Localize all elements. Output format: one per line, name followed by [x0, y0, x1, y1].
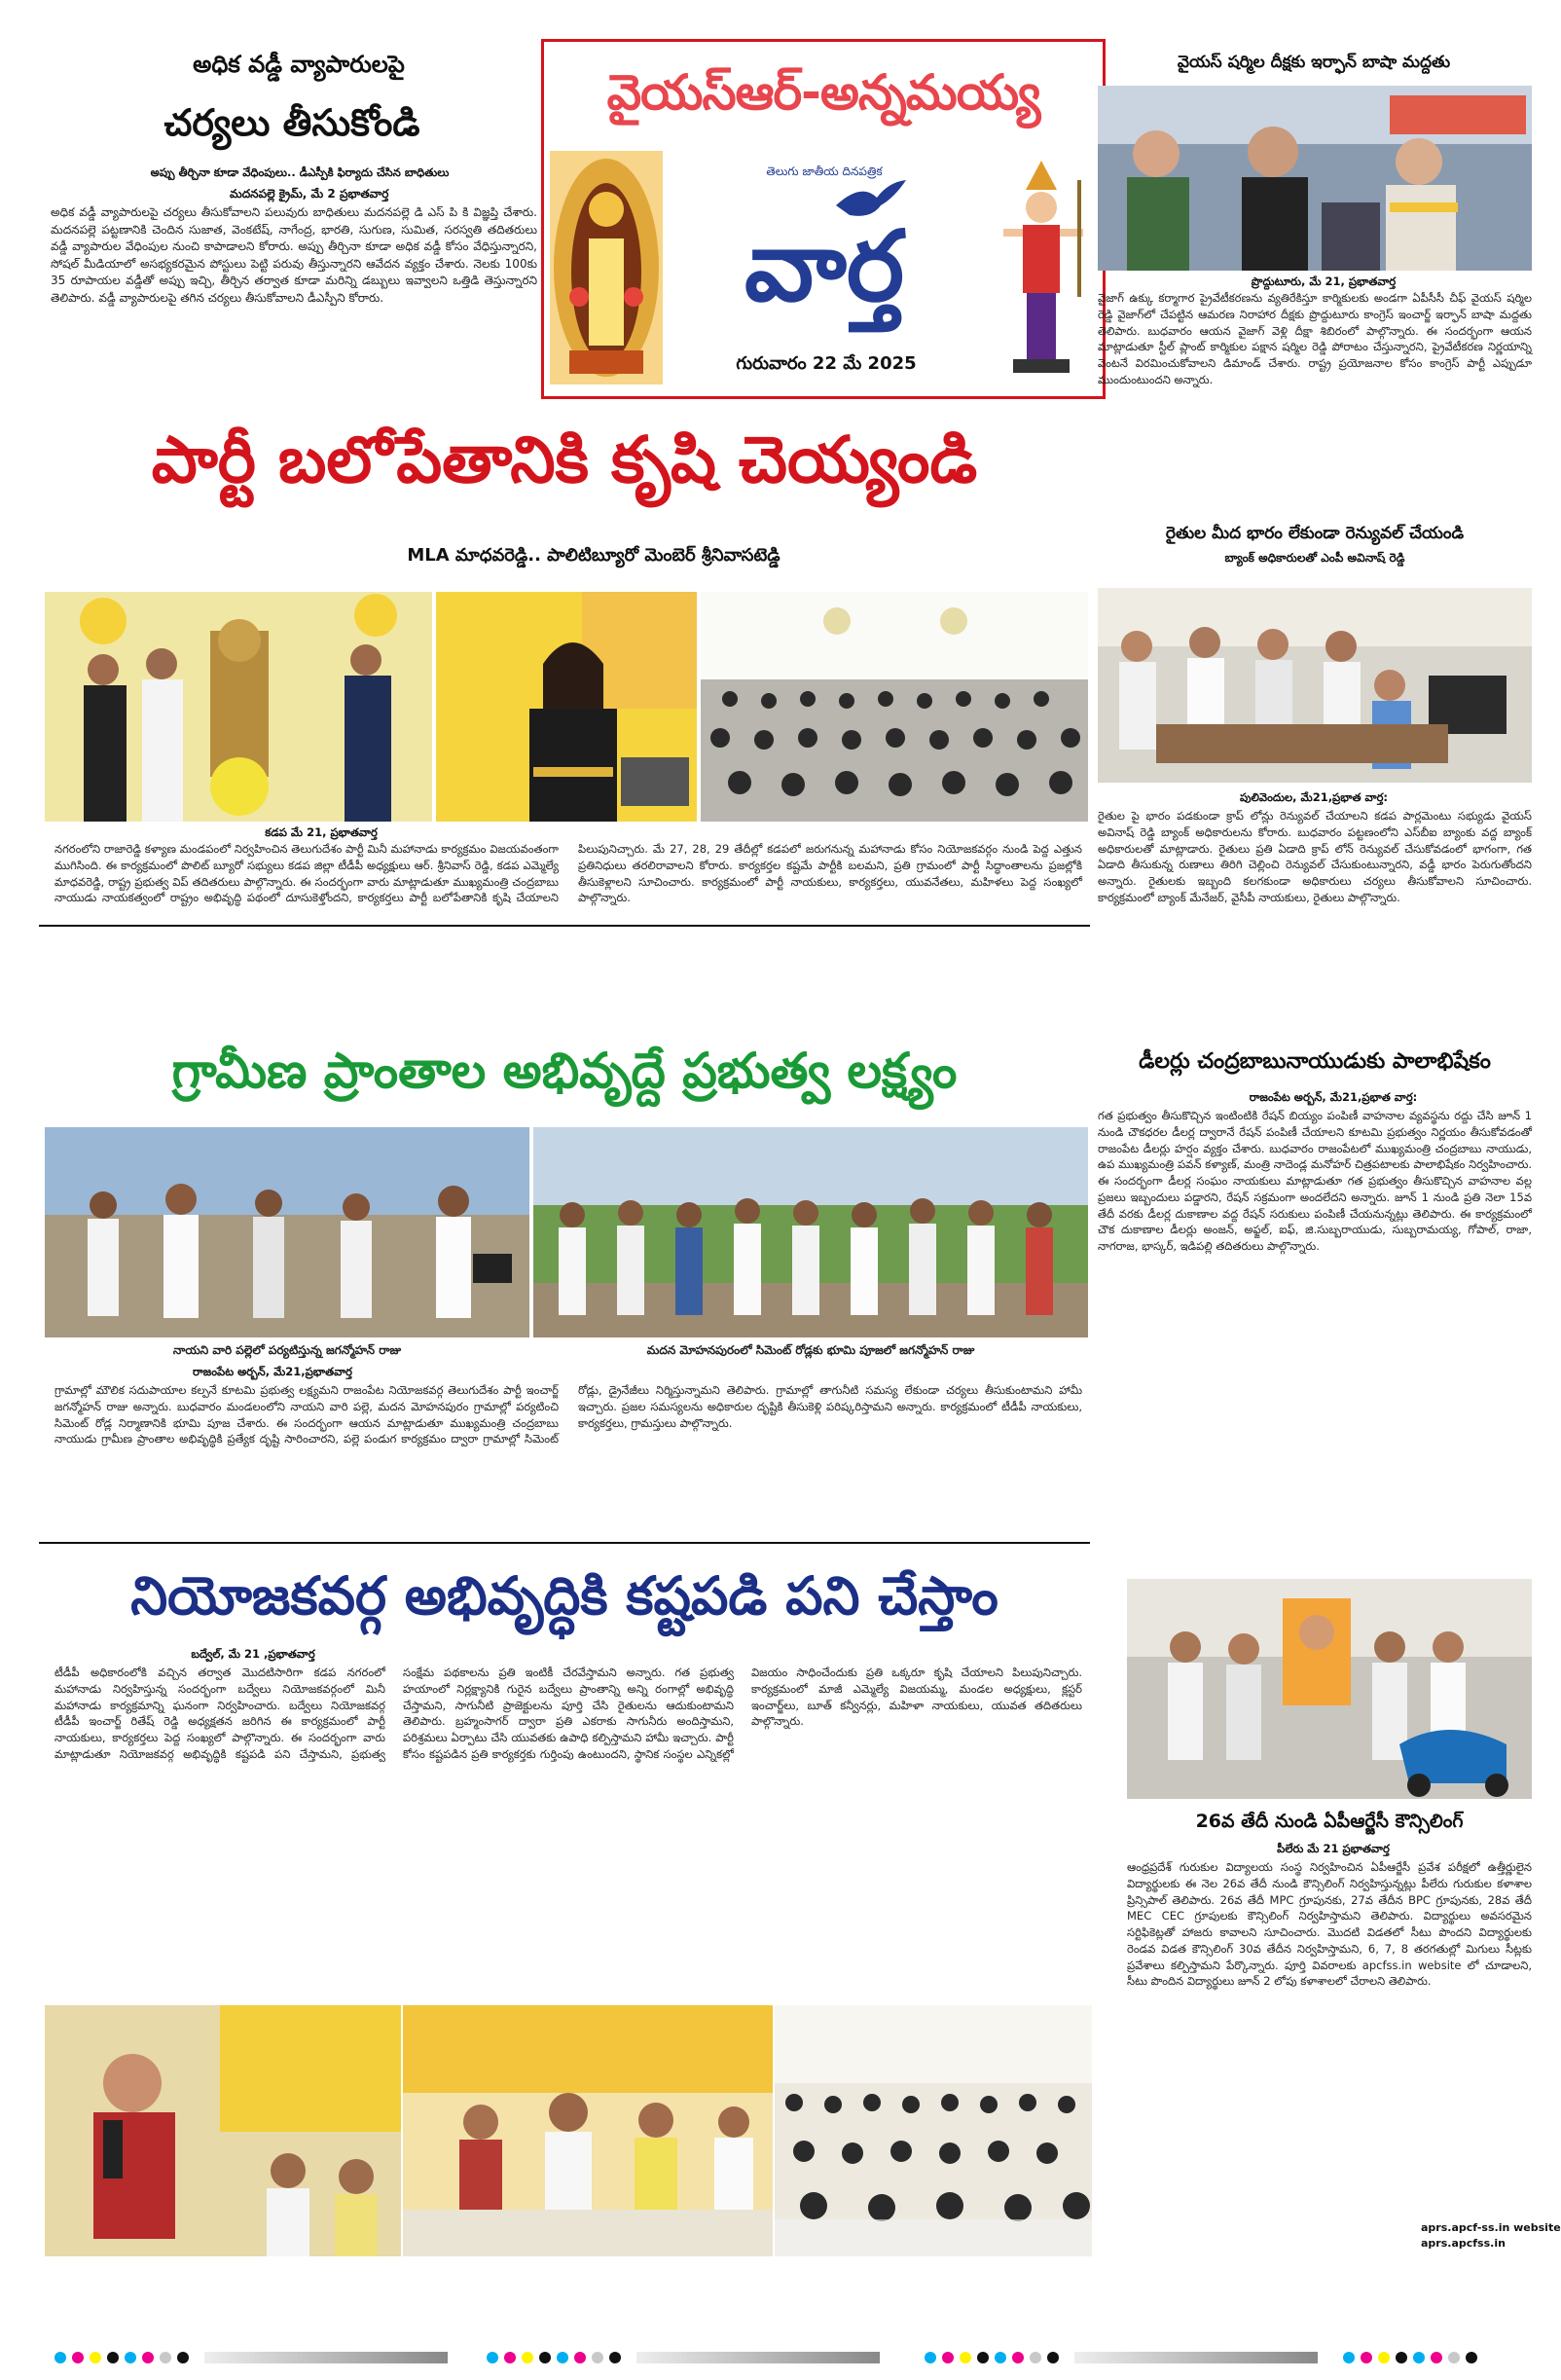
rural-caption-left: నాయని వారి పల్లెలో పర్యటిస్తున్న జగన్మోహన్ రాజు — [172, 1343, 402, 1357]
right-story-1-dateline: ప్రొద్దుటూరు, మే 21, ప్రభాతవార్త — [1251, 275, 1397, 288]
photo-avinash-bank — [1098, 588, 1532, 783]
right-story-3-dateline: రాజంపేట అర్బన్, మే21,ప్రభాత వార్త: — [1249, 1090, 1418, 1104]
rural-dateline: రాజంపేట అర్బన్, మే21,ప్రభాతవార్త — [193, 1365, 352, 1378]
rural-headline: గ్రామీణ ప్రాంతాల అభివృద్దే ప్రభుత్వ లక్ష్యం — [171, 1043, 958, 1099]
left-story-dateline: మదనపల్లె క్రైమ్, మే 2 ప్రభాతవార్త — [230, 187, 389, 201]
left-story-body: అధిక వడ్డీ వ్యాపారులపై చర్యలు తీసుకోవాలని పలువురు బాధితులు మదనపల్లె డి ఎస్ పి కి విజ్ఞప్తి చేశారు. మదనపల్లె పట్టణానికి చెందిన సుజాత, వెంకటేష్, నాగేంద్ర, భారతి, సుగుణ, సుమిత, సరస్వతి తదితరులు వడ్డీ వ్యాపారుల వేధింపుల నుంచి కాపాడాలని కోరారు. అప్పు తీర్చినా కూడా అధిక వడ్డీ కోసం వేధిస్తున్నారని, సోషల్ మీడియాలో అసభ్యకరమైన పోస్టులు పెట్టి పరువు తీస్తున్నారని ఆవేదన వ్యక్తం చేశారు. నెలకు 100కు 35 రూపాయల వడ్డీతో అప్పు ఇచ్చి, తీర్చిన తర్వాత కూడా మరిన్ని డబ్బులు ఇవ్వాలని ఒత్తిడి తెస్తున్నారని తెలిపారు. వడ్డీ వ్యాపారులపై తగిన చర్యలు తీసుకోవాలని డీఎస్పీని కోరారు. — [51, 205, 537, 305]
left-story-headline: చర్యలు తీసుకోండి — [163, 101, 420, 144]
gurukul-website-2[interactable]: aprs.apcfss.in — [1421, 2237, 1506, 2250]
constituency-headline: నియోజకవర్గ అభివృద్ధికి కష్టపడి పని చేస్తాం — [130, 1565, 998, 1627]
constituency-dateline: బద్వేల్, మే 21 ,ప్రభాతవార్త — [191, 1647, 315, 1661]
right-story-1-body: వైజాగ్ ఉక్కు కర్మాగార ప్రైవేటీకరణను వ్యతిరేకిస్తూ కార్మికులకు అండగా ఏపీసీసీ చీఫ్ వైయస్ షర్మిల రెడ్డి వైజాగ్‌లో చేపట్టిన ఆమరణ నిరాహార దీక్షకు ప్రొద్దుటూరు కాంగ్రెస్ ఇంచార్జ్ ఇర్ఫాన్ బాషా మద్దతు తెలిపారు. బుధవారం ఆయన వైజాగ్ వెళ్లి దీక్షా శిబిరంలో పాల్గొన్నారు. ఈ సందర్భంగా ఆయన మాట్లాడుతూ స్టీల్ ప్లాంట్ కార్మికుల పక్షాన షర్మిల రెడ్డి పోరాటం చేస్తున్నారని, ప్రైవేటీకరణ నిర్ణయాన్ని వెంటనే విరమించుకోవాలని డిమాండ్ చేశారు. రాష్ట్ర ప్రయోజనాల కోసం కాంగ్రెస్ పార్టీ ఎప్పుడూ ముందుంటుందని అన్నారు. — [1098, 291, 1532, 386]
right-story-3-body: గత ప్రభుత్వం తీసుకొచ్చిన ఇంటింటికి రేషన్ బియ్యం పంపిణీ వాహనాల వ్యవస్థను రద్దు చేసి జూన్ 1 నుండి చౌకధరల డీలర్ల ద్వారానే రేషన్ పంపిణీ చేయాలని కూటమి ప్రభుత్వం నిర్ణయం తీసుకోవడంతో రాజంపేట డీలర్లు హర్షం వ్యక్తం చేశారు. బుధవారం రాజంపేటలో ముఖ్యమంత్రి చంద్రబాబు నాయుడు, ఉప ముఖ్యమంత్రి పవన్ కళ్యాణ్, మంత్రి నాదెండ్ల మనోహర్ చిత్రపటాలకు పాలాభిషేకం నిర్వహించారు. ఈ సందర్భంగా డీలర్ల సంఘం నాయకులు మాట్లాడుతూ గత ప్రభుత్వం తీసుకొచ్చిన వాహనాల వల్ల ప్రజలు ఇబ్బందులు పడ్డారని, రేషన్ సక్రమంగా అందలేదని అన్నారు. జూన్ 1 నుండి ప్రతి నెలా 15వ తేదీ వరకు డీలర్ల దుకాణాల వద్ద రేషన్ సరుకులు పంపిణీ చేయనున్నట్లు తెలిపారు. ఈ కార్యక్రమంలో చౌక దుకాణాల డీలర్లు అంజన్, అఫ్జల్, ఐఫ్, జి.సుబ్బరాయుడు, సుబ్బరామయ్య, గోపాల్, రాజా, నాగరాజ, భాస్కర్, ఇడిపల్లి తదితరులు పాల్గొన్నారు. — [1098, 1109, 1532, 1254]
registration-strip — [0, 2348, 1557, 2367]
divider-rural — [39, 1542, 1090, 1544]
gurukul-dateline: పీలేరు మే 21 ప్రభాతవార్త — [1277, 1842, 1390, 1855]
lead-headline: పార్టీ బలోపేతానికి కృషి చెయ్యండి — [151, 422, 978, 497]
photo-cement-road-pooja — [533, 1127, 1088, 1337]
lead-body: నగరంలోని రాజారెడ్డి కళ్యాణ మండపంలో నిర్వహించిన తెలుగుదేశం పార్టీ మినీ మహానాడు కార్యక్రమం విజయవంతంగా ముగిసింది. ఈ కార్యక్రమంలో పొలిట్ బ్యూరో సభ్యులు కడప జిల్లా టీడీపీ అధ్యక్షులు ఆర్. శ్రీనివాస్ రెడ్డి, కడప ఎమ్మెల్యే మాధవరెడ్డి, రాష్ట్ర ప్రభుత్వ విప్ తదితరులు పాల్గొన్నారు. ఈ సందర్భంగా వారు మాట్లాడుతూ ముఖ్యమంత్రి చంద్రబాబు నాయుడు నాయకత్వంలో రాష్ట్రం అభివృద్ధి పథంలో దూసుకెళ్తోందని, కార్యకర్తలు పార్టీ బలోపేతానికి కృషి చేయాలని పిలుపునిచ్చారు. మే 27, 28, 29 తేదీల్లో కడపలో జరుగనున్న మహానాడు కోసం నియోజకవర్గం నుండి పెద్ద ఎత్తున ప్రతినిధులు తరలిరావాలని కోరారు. కార్యకర్తల కష్టమే పార్టీకి బలమని, ప్రతి గ్రామంలో పార్టీ సిద్ధాంతాలను ప్రజల్లోకి తీసుకెళ్లాలని సూచించారు. కార్యక్రమంలో పార్టీ నాయకులు, కార్యకర్తలు, యువనేతలు, మహిళలు పెద్ద సంఖ్యలో పాల్గొన్నారు. — [54, 842, 1082, 905]
lead-byline: MLA మాధవరెడ్డి.. పాలిటిబ్యూరో మెంబెర్ శ్రీనివాసటెడ్డి — [407, 545, 780, 566]
masthead-date: గురువారం 22 మే 2025 — [736, 353, 917, 374]
right-story-2-dateline: పులివెందుల, మే21,ప్రభాత వార్త: — [1239, 790, 1388, 804]
divider-lead — [39, 925, 1090, 927]
photo-ntr-statue — [45, 592, 432, 822]
photo-sharmila-protest — [1098, 86, 1532, 271]
gurukul-website-1[interactable]: aprs.apcf-ss.in website — [1421, 2221, 1561, 2234]
right-story-1-headline: వైయస్ షర్మిల దీక్షకు ఇర్ఫాన్ బాషా మద్దతు — [1177, 53, 1451, 72]
masthead-brand-title: వైయస్ఆర్-అన్నమయ్య — [606, 64, 1040, 121]
gurukul-body: ఆంధ్రప్రదేశ్ గురుకుల విద్యాలయ సంస్థ నిర్వహించిన ఏపీఆర్జేసీ ప్రవేశ పరీక్షలో ఉత్తీర్ణులైన విద్యార్థులకు ఈ నెల 26వ తేదీ నుండి కౌన్సిలింగ్ నిర్వహిస్తున్నట్లు పీలేరు గురుకుల కళాశాల ప్రిన్సిపాల్ తెలిపారు. 26వ తేదీ MPC గ్రూపునకు, 27వ తేదీన BPC గ్రూపునకు, 28వ తేదీ MEC CEC గ్రూపులకు కౌన్సిలింగ్ నిర్వహిస్తామని తెలిపారు. విద్యార్థులు అవసరమైన సర్టిఫికెట్లతో హాజరు కావాలని సూచించారు. మొదటి విడతలో సీటు పొందని విద్యార్థులకు రెండవ విడత కౌన్సిలింగ్ 30వ తేదీన నిర్వహిస్తామని, 6, 7, 8 తరగతుల్లో మిగులు సీట్లకు ప్రవేశాలు కల్పిస్తామని పేర్కొన్నారు. పూర్తి వివరాలకు apcfss.in website లో చూడాలని, సీటు పొందిన విద్యార్థులు జూన్ 2 లోపు కళాశాలలో చేరాలని తెలిపారు. — [1127, 1860, 1532, 1989]
left-story-subhead: అప్పు తీర్చినా కూడా వేధింపులు.. డీఎస్పీకి ఫిర్యాదు చేసిన బాధితులు — [150, 165, 450, 179]
gurukul-headline: 26వ తేదీ నుండి ఏపీఆర్జేసీ కౌన్సిలింగ్ — [1195, 1811, 1464, 1832]
photo-audience-hall — [775, 2005, 1092, 2256]
photo-speaker-woman — [436, 592, 697, 822]
left-story-kicker: అధిక వడ్డీ వ్యాపారులపై — [193, 51, 405, 78]
photo-stage-leaders — [403, 2005, 773, 2256]
deity-image-left — [550, 151, 663, 384]
lead-dateline: కడప మే 21, ప్రభాతవార్త — [265, 825, 378, 839]
masthead-tagline: తెలుగు జాతీయ దినపత్రిక — [766, 165, 883, 178]
right-story-2-headline: రైతుల మీద భారం లేకుండా రెన్యువల్ చేయండి — [1165, 524, 1465, 543]
rural-body: గ్రామాల్లో మౌలిక సదుపాయాల కల్పనే కూటమి ప్రభుత్వ లక్ష్యమని రాజంపేట నియోజకవర్గ తెలుగుదేశం పార్టీ ఇంచార్జ్ జగన్మోహన్ రాజు అన్నారు. బుధవారం మండలంలోని నాయని వారి పల్లె, మదన మోహనపురం గ్రామాల్లో పర్యటించి సిమెంట్ రోడ్ల నిర్మాణానికి భూమి పూజ చేశారు. ఈ సందర్భంగా ఆయన మాట్లాడుతూ ముఖ్యమంత్రి చంద్రబాబు నాయుడు గ్రామీణ ప్రాంతాల అభివృద్ధికి ప్రత్యేక దృష్టి సారించారని, పల్లె పండుగ కార్యక్రమం ద్వారా గ్రామాల్లో సిమెంట్ రోడ్లు, డ్రైనేజీలు నిర్మిస్తున్నామని తెలిపారు. గ్రామాల్లో తాగునీటి సమస్య లేకుండా చర్యలు తీసుకుంటామని హామీ ఇచ్చారు. ప్రజల సమస్యలను అధికారుల దృష్టికి తీసుకెళ్లి పరిష్కరిస్తామని అన్నారు. కార్యక్రమంలో టీడీపీ నాయకులు, కార్యకర్తలు, గ్రామస్తులు పాల్గొన్నారు. — [54, 1383, 1082, 1446]
right-story-2-subhead: బ్యాంక్ అధికారులతో ఎంపీ అవినాష్ రెడ్డి — [1224, 551, 1405, 565]
rural-caption-right: మదన మోహనపురంలో సిమెంట్ రోడ్లకు భూమి పూజలో జగన్మోహన్ రాజు — [646, 1343, 975, 1357]
right-story-3-headline: డీలర్లు చంద్రబాబునాయుడుకు పాలాభిషేకం — [1139, 1049, 1491, 1074]
photo-dealers-abhishekam — [1127, 1579, 1532, 1799]
masthead-logo-word: వార్త — [744, 209, 905, 323]
masthead — [541, 39, 1106, 399]
right-story-2-body: రైతుల పై భారం పడకుండా క్రాప్ లోన్లు రెన్యువల్ చేయాలని కడప పార్లమెంటు సభ్యుడు వైయస్ అవినాష్ రెడ్డి బ్యాంక్ అధికారులను కోరారు. బుధవారం పట్టణంలోని ఎస్‌బీఐ బ్యాంకు వద్ద బ్యాంక్ అధికారులతో మాట్లాడారు. రైతులు ప్రతి ఏడాది క్రాప్ లోన్ రెన్యువల్ చేసుకోవడంలో భాగంగా, గత ఏడాది తీసుకున్న రుణాలు తిరిగి చెల్లించి రెన్యువల్ చేసుకుంటున్నారని, వడ్డీ భారం పెరుగుతోందని అన్నారు. రైతులకు ఇబ్బంది కలగకుండా అధికారులు చర్యలు తీసుకోవాలని సూచించారు. కార్యక్రమంలో బ్యాంక్ మేనేజర్, వైసీపీ నాయకులు, రైతులు పాల్గొన్నారు. — [1098, 809, 1532, 904]
deity-image-right — [984, 151, 1099, 384]
photo-hall-audience — [701, 592, 1088, 822]
photo-village-visit — [45, 1127, 529, 1337]
photo-woman-speaking — [45, 2005, 401, 2256]
constituency-body: టీడీపీ అధికారంలోకి వచ్చిన తర్వాత మొదటిసారిగా కడప నగరంలో మహానాడు నిర్వహిస్తున్న సందర్భంగా బద్వేలు నియోజకవర్గంలో మినీ మహానాడు కార్యక్రమాన్ని ఘనంగా నిర్వహించారు. బద్వేలు నియోజకవర్గ టీడీపీ ఇంచార్జ్ రితేష్ రెడ్డి అధ్యక్షతన జరిగిన ఈ కార్యక్రమంలో పార్టీ నాయకులు, కార్యకర్తలు పెద్ద సంఖ్యలో పాల్గొన్నారు. ఈ సందర్భంగా వారు మాట్లాడుతూ నియోజకవర్గ అభివృద్ధికి కష్టపడి పని చేస్తామని, ప్రభుత్వ సంక్షేమ పథకాలను ప్రతి ఇంటికీ చేరవేస్తామని అన్నారు. గత ప్రభుత్వ హయాంలో నిర్లక్ష్యానికి గురైన బద్వేలు ప్రాంతాన్ని అన్ని రంగాల్లో అభివృద్ధి చేస్తామని, సాగునీటి ప్రాజెక్టులను పూర్తి చేసి రైతులను ఆదుకుంటామని తెలిపారు. బ్రహ్మంసాగర్ ద్వారా ప్రతి ఎకరాకు సాగునీరు అందిస్తామని, పరిశ్రమలు ఏర్పాటు చేసి యువతకు ఉపాధి కల్పిస్తామని హామీ ఇచ్చారు. పార్టీ కోసం కష్టపడిన ప్రతి కార్యకర్తకు గుర్తింపు ఉంటుందని, స్థానిక సంస్థల ఎన్నికల్లో విజయం సాధించేందుకు ప్రతి ఒక్కరూ కృషి చేయాలని పిలుపునిచ్చారు. కార్యక్రమంలో మాజీ ఎమ్మెల్యే విజయమ్మ, మండల అధ్యక్షులు, క్లస్టర్ ఇంచార్జ్‌లు, బూత్ కన్వీనర్లు, మహిళా నాయకులు, యువత తదితరులు పాల్గొన్నారు. — [54, 1666, 1082, 1761]
